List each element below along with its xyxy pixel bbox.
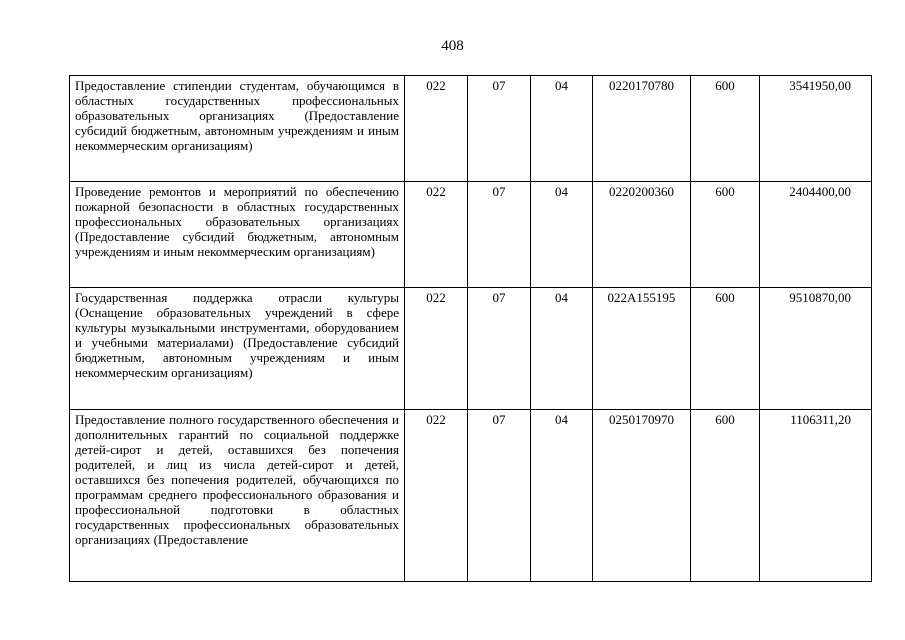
expense-type-cell: 600 — [691, 76, 760, 182]
subsection-code-cell: 04 — [531, 410, 593, 582]
section-code-cell: 07 — [468, 410, 531, 582]
budget-table — [69, 75, 872, 582]
subsection-code-cell: 04 — [531, 76, 593, 182]
table-row — [70, 410, 872, 582]
ministry-code-cell: 022 — [405, 182, 468, 288]
table-row — [70, 182, 872, 288]
table-row — [70, 76, 872, 182]
amount-cell: 3541950,00 — [760, 76, 872, 182]
row-name-cell: Предоставление полного государственного обеспечения и дополнительных гарантий по социальной поддержке детей-сирот и детей, оставшихся без попечения родителей, и лиц из числа детей-сирот и детей, оставшихся без попечения родителей, обучающихся по программам среднего профессионального образования и профессиональной подготовки в областных государственных профессиональных образовательных организациях (Предоставление — [70, 410, 405, 582]
target-code-cell: 0250170970 — [593, 410, 691, 582]
amount-cell: 2404400,00 — [760, 182, 872, 288]
ministry-code-cell: 022 — [405, 76, 468, 182]
amount-cell: 1106311,20 — [760, 410, 872, 582]
ministry-code-cell: 022 — [405, 288, 468, 410]
target-code-cell: 0220170780 — [593, 76, 691, 182]
expense-type-cell: 600 — [691, 288, 760, 410]
page-number: 408 — [441, 38, 464, 54]
target-code-cell: 022А155195 — [593, 288, 691, 410]
section-code-cell: 07 — [468, 182, 531, 288]
section-code-cell: 07 — [468, 288, 531, 410]
expense-type-cell: 600 — [691, 182, 760, 288]
ministry-code-cell: 022 — [405, 410, 468, 582]
row-name-cell: Проведение ремонтов и мероприятий по обеспечению пожарной безопасности в областных государственных профессиональных образовательных организациях (Предоставление субсидий бюджетным, автономным учреждениям и иным некоммерческим организациям) — [70, 182, 405, 288]
target-code-cell: 0220200360 — [593, 182, 691, 288]
amount-cell: 9510870,00 — [760, 288, 872, 410]
expense-type-cell: 600 — [691, 410, 760, 582]
subsection-code-cell: 04 — [531, 182, 593, 288]
row-name-cell: Государственная поддержка отрасли культуры (Оснащение образовательных учреждений в сфере культуры музыкальными инструментами, оборудованием и учебными материалами) (Предоставление субсидий бюджетным, автономным учреждениям и иным некоммерческим организациям) — [70, 288, 405, 410]
row-name-cell: Предоставление стипендии студентам, обучающимся в областных государственных профессиональных образовательных организациях (Предоставление субсидий бюджетным, автономным учреждениям и иным некоммерческим организациям) — [70, 76, 405, 182]
section-code-cell: 07 — [468, 76, 531, 182]
subsection-code-cell: 04 — [531, 288, 593, 410]
table-row — [70, 288, 872, 410]
